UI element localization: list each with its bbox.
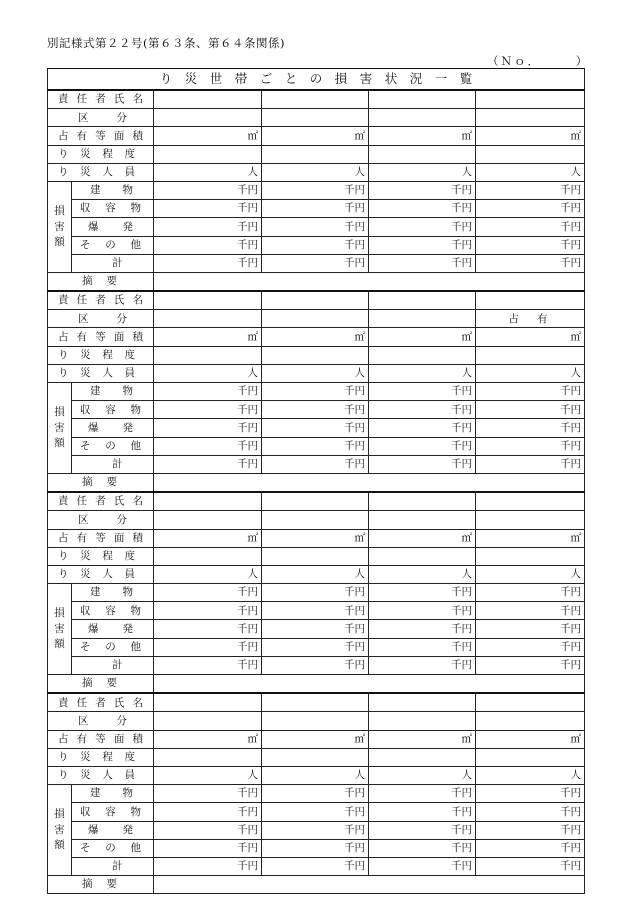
- value-cell: 千円: [369, 584, 476, 602]
- value-cell: [154, 109, 262, 127]
- value-cell: [369, 310, 476, 328]
- value-cell: 千円: [369, 437, 476, 455]
- value-cell: 千円: [476, 620, 585, 638]
- persons-label: り災人員: [48, 163, 154, 181]
- damage-status-table: [47, 68, 585, 894]
- remarks-row: [48, 876, 585, 894]
- division-row: [48, 109, 585, 127]
- damage-other-row: [48, 437, 585, 455]
- value-cell: 千円: [262, 419, 369, 437]
- value-cell: 占有: [476, 310, 585, 328]
- area-label: 占有等面積: [48, 328, 154, 346]
- value-cell: 千円: [476, 584, 585, 602]
- value-cell: [476, 748, 585, 766]
- area-label: 占有等面積: [48, 127, 154, 145]
- damage-explosion-row: [48, 218, 585, 236]
- value-cell: [154, 310, 262, 328]
- value-cell: [154, 90, 262, 109]
- value-cell: [262, 145, 369, 163]
- value-cell: [154, 547, 262, 565]
- value-cell: 人: [476, 163, 585, 181]
- value-cell: ㎡: [476, 328, 585, 346]
- value-cell: 千円: [369, 455, 476, 473]
- table-title-row: [48, 69, 585, 91]
- persons-row: [48, 565, 585, 583]
- damage-building-row: [48, 785, 585, 803]
- value-cell: 千円: [262, 620, 369, 638]
- damage-explosion-row: [48, 620, 585, 638]
- value-cell: [154, 145, 262, 163]
- value-cell: ㎡: [154, 730, 262, 748]
- damage-amount-label: 損 害 額: [48, 383, 72, 474]
- value-cell: [262, 492, 369, 511]
- remarks-label: 摘要: [48, 675, 154, 694]
- value-cell: 千円: [154, 455, 262, 473]
- value-cell: ㎡: [262, 127, 369, 145]
- remarks-label: 摘要: [48, 272, 154, 291]
- table-title: り 災 世 帯 ご と の 損 害 状 況 一 覧: [48, 69, 585, 91]
- degree-row: [48, 145, 585, 163]
- value-cell: 千円: [154, 839, 262, 857]
- value-cell: 千円: [154, 821, 262, 839]
- value-cell: 人: [476, 364, 585, 382]
- remarks-cell: [154, 473, 585, 492]
- value-cell: [262, 90, 369, 109]
- value-cell: 千円: [154, 857, 262, 875]
- damage-amount-label: 損 害 額: [48, 785, 72, 876]
- value-cell: 千円: [369, 602, 476, 620]
- degree-label: り災程度: [48, 547, 154, 565]
- value-cell: 千円: [154, 638, 262, 656]
- damage-total-label: 計: [72, 455, 154, 473]
- value-cell: [369, 346, 476, 364]
- value-cell: 人: [154, 364, 262, 382]
- value-cell: 人: [262, 364, 369, 382]
- value-cell: 千円: [476, 821, 585, 839]
- value-cell: 千円: [476, 236, 585, 254]
- damage-amount-label: 損 害 額: [48, 584, 72, 675]
- value-cell: ㎡: [154, 127, 262, 145]
- value-cell: 人: [369, 163, 476, 181]
- value-cell: [369, 109, 476, 127]
- value-cell: 千円: [154, 419, 262, 437]
- damage-other-label: その他: [72, 638, 154, 656]
- value-cell: 千円: [369, 383, 476, 401]
- value-cell: ㎡: [262, 730, 369, 748]
- damage-other-label: その他: [72, 236, 154, 254]
- persons-label: り災人員: [48, 565, 154, 583]
- degree-row: [48, 547, 585, 565]
- area-row: [48, 127, 585, 145]
- value-cell: [262, 748, 369, 766]
- value-cell: 千円: [476, 437, 585, 455]
- value-cell: 千円: [262, 236, 369, 254]
- value-cell: 千円: [476, 200, 585, 218]
- division-label: 区分: [48, 310, 154, 328]
- value-cell: 千円: [154, 218, 262, 236]
- damage-total-row: [48, 455, 585, 473]
- value-cell: 人: [476, 565, 585, 583]
- value-cell: [262, 346, 369, 364]
- remarks-label: 摘要: [48, 473, 154, 492]
- persons-row: [48, 364, 585, 382]
- value-cell: ㎡: [262, 328, 369, 346]
- value-cell: [262, 109, 369, 127]
- value-cell: 人: [476, 766, 585, 784]
- damage-building-row: [48, 383, 585, 401]
- value-cell: [262, 547, 369, 565]
- value-cell: 千円: [262, 857, 369, 875]
- damage-total-label: 計: [72, 254, 154, 272]
- damage-explosion-row: [48, 419, 585, 437]
- value-cell: [476, 712, 585, 730]
- damage-building-label: 建物: [72, 785, 154, 803]
- damage-contents-label: 収容物: [72, 803, 154, 821]
- value-cell: 人: [154, 163, 262, 181]
- damage-total-row: [48, 857, 585, 875]
- value-cell: 千円: [476, 455, 585, 473]
- value-cell: [154, 346, 262, 364]
- value-cell: [476, 492, 585, 511]
- damage-explosion-label: 爆発: [72, 218, 154, 236]
- division-label: 区分: [48, 712, 154, 730]
- value-cell: 千円: [476, 785, 585, 803]
- damage-other-row: [48, 638, 585, 656]
- degree-label: り災程度: [48, 346, 154, 364]
- owner-row: [48, 291, 585, 310]
- value-cell: 千円: [262, 401, 369, 419]
- remarks-cell: [154, 876, 585, 894]
- value-cell: [369, 90, 476, 109]
- remarks-cell: [154, 272, 585, 291]
- damage-building-row: [48, 584, 585, 602]
- value-cell: 千円: [369, 785, 476, 803]
- division-row: [48, 511, 585, 529]
- value-cell: 人: [369, 364, 476, 382]
- value-cell: ㎡: [476, 127, 585, 145]
- value-cell: 千円: [476, 254, 585, 272]
- value-cell: [369, 712, 476, 730]
- value-cell: [154, 511, 262, 529]
- value-cell: [369, 492, 476, 511]
- value-cell: 千円: [262, 785, 369, 803]
- value-cell: 千円: [369, 218, 476, 236]
- value-cell: [476, 547, 585, 565]
- remarks-cell: [154, 675, 585, 694]
- value-cell: [476, 346, 585, 364]
- damage-total-label: 計: [72, 656, 154, 674]
- value-cell: [369, 547, 476, 565]
- division-row: [48, 310, 585, 328]
- owner-label: 責任者氏名: [48, 492, 154, 511]
- damage-contents-label: 収容物: [72, 401, 154, 419]
- value-cell: 千円: [154, 620, 262, 638]
- damage-total-label: 計: [72, 857, 154, 875]
- damage-contents-label: 収容物: [72, 200, 154, 218]
- value-cell: 千円: [154, 401, 262, 419]
- damage-building-label: 建物: [72, 383, 154, 401]
- value-cell: 千円: [476, 181, 585, 199]
- value-cell: 千円: [476, 839, 585, 857]
- value-cell: [154, 492, 262, 511]
- value-cell: [154, 712, 262, 730]
- value-cell: 千円: [476, 656, 585, 674]
- value-cell: 千円: [154, 803, 262, 821]
- value-cell: [154, 693, 262, 712]
- value-cell: 人: [154, 766, 262, 784]
- value-cell: 千円: [262, 839, 369, 857]
- value-cell: 千円: [154, 383, 262, 401]
- value-cell: 千円: [369, 638, 476, 656]
- value-cell: 人: [262, 766, 369, 784]
- value-cell: 千円: [262, 181, 369, 199]
- owner-label: 責任者氏名: [48, 291, 154, 310]
- value-cell: [154, 291, 262, 310]
- damage-total-row: [48, 656, 585, 674]
- value-cell: 千円: [369, 821, 476, 839]
- value-cell: 千円: [262, 602, 369, 620]
- value-cell: [476, 511, 585, 529]
- value-cell: 千円: [154, 437, 262, 455]
- value-cell: ㎡: [369, 529, 476, 547]
- value-cell: [369, 693, 476, 712]
- value-cell: 千円: [154, 236, 262, 254]
- value-cell: 千円: [369, 254, 476, 272]
- persons-row: [48, 766, 585, 784]
- value-cell: 人: [262, 163, 369, 181]
- remarks-row: [48, 272, 585, 291]
- value-cell: 千円: [476, 218, 585, 236]
- damage-other-row: [48, 236, 585, 254]
- value-cell: [369, 748, 476, 766]
- value-cell: [262, 511, 369, 529]
- area-label: 占有等面積: [48, 529, 154, 547]
- damage-building-row: [48, 181, 585, 199]
- persons-label: り災人員: [48, 364, 154, 382]
- owner-row: [48, 492, 585, 511]
- value-cell: 人: [262, 565, 369, 583]
- division-label: 区分: [48, 109, 154, 127]
- value-cell: 千円: [154, 602, 262, 620]
- value-cell: 人: [369, 565, 476, 583]
- area-label: 占有等面積: [48, 730, 154, 748]
- value-cell: ㎡: [476, 529, 585, 547]
- remarks-row: [48, 675, 585, 694]
- value-cell: [262, 291, 369, 310]
- value-cell: ㎡: [154, 328, 262, 346]
- value-cell: 千円: [369, 839, 476, 857]
- persons-label: り災人員: [48, 766, 154, 784]
- value-cell: 千円: [476, 602, 585, 620]
- value-cell: 千円: [154, 254, 262, 272]
- value-cell: 千円: [262, 200, 369, 218]
- value-cell: [369, 145, 476, 163]
- value-cell: 千円: [262, 638, 369, 656]
- value-cell: 千円: [154, 656, 262, 674]
- value-cell: 千円: [369, 236, 476, 254]
- persons-row: [48, 163, 585, 181]
- value-cell: 千円: [369, 401, 476, 419]
- damage-building-label: 建物: [72, 181, 154, 199]
- value-cell: 千円: [369, 620, 476, 638]
- degree-row: [48, 748, 585, 766]
- damage-contents-row: [48, 602, 585, 620]
- document-number: （Ｎｏ． ）: [487, 54, 590, 68]
- owner-label: 責任者氏名: [48, 90, 154, 109]
- value-cell: [262, 310, 369, 328]
- damage-explosion-label: 爆発: [72, 821, 154, 839]
- degree-label: り災程度: [48, 748, 154, 766]
- form-label: 別記様式第２２号(第６３条、第６４条関係): [47, 36, 285, 50]
- value-cell: 人: [154, 565, 262, 583]
- value-cell: 千円: [476, 401, 585, 419]
- value-cell: [154, 748, 262, 766]
- value-cell: 人: [369, 766, 476, 784]
- damage-explosion-label: 爆発: [72, 620, 154, 638]
- damage-explosion-row: [48, 821, 585, 839]
- damage-other-row: [48, 839, 585, 857]
- value-cell: 千円: [369, 857, 476, 875]
- value-cell: 千円: [369, 656, 476, 674]
- value-cell: 千円: [476, 803, 585, 821]
- damage-contents-label: 収容物: [72, 602, 154, 620]
- value-cell: 千円: [154, 200, 262, 218]
- division-row: [48, 712, 585, 730]
- damage-building-label: 建物: [72, 584, 154, 602]
- owner-label: 責任者氏名: [48, 693, 154, 712]
- value-cell: 千円: [476, 638, 585, 656]
- value-cell: 千円: [262, 218, 369, 236]
- degree-row: [48, 346, 585, 364]
- damage-total-row: [48, 254, 585, 272]
- value-cell: 千円: [262, 437, 369, 455]
- value-cell: [262, 693, 369, 712]
- value-cell: 千円: [262, 254, 369, 272]
- owner-row: [48, 90, 585, 109]
- value-cell: 千円: [369, 181, 476, 199]
- remarks-row: [48, 473, 585, 492]
- value-cell: 千円: [369, 419, 476, 437]
- value-cell: ㎡: [369, 730, 476, 748]
- value-cell: ㎡: [476, 730, 585, 748]
- value-cell: 千円: [262, 584, 369, 602]
- value-cell: 千円: [262, 803, 369, 821]
- value-cell: 千円: [476, 383, 585, 401]
- value-cell: 千円: [369, 200, 476, 218]
- value-cell: [476, 693, 585, 712]
- value-cell: 千円: [154, 181, 262, 199]
- value-cell: ㎡: [262, 529, 369, 547]
- value-cell: 千円: [369, 803, 476, 821]
- value-cell: [476, 109, 585, 127]
- value-cell: [369, 511, 476, 529]
- value-cell: 千円: [154, 785, 262, 803]
- value-cell: [369, 291, 476, 310]
- value-cell: 千円: [262, 383, 369, 401]
- value-cell: ㎡: [369, 328, 476, 346]
- damage-contents-row: [48, 803, 585, 821]
- value-cell: [476, 145, 585, 163]
- value-cell: ㎡: [369, 127, 476, 145]
- value-cell: 千円: [262, 656, 369, 674]
- value-cell: [262, 712, 369, 730]
- damage-contents-row: [48, 401, 585, 419]
- area-row: [48, 730, 585, 748]
- damage-other-label: その他: [72, 437, 154, 455]
- remarks-label: 摘要: [48, 876, 154, 894]
- value-cell: 千円: [262, 455, 369, 473]
- value-cell: 千円: [476, 419, 585, 437]
- damage-other-label: その他: [72, 839, 154, 857]
- degree-label: り災程度: [48, 145, 154, 163]
- owner-row: [48, 693, 585, 712]
- area-row: [48, 529, 585, 547]
- value-cell: ㎡: [154, 529, 262, 547]
- value-cell: [476, 291, 585, 310]
- value-cell: 千円: [476, 857, 585, 875]
- value-cell: 千円: [262, 821, 369, 839]
- area-row: [48, 328, 585, 346]
- division-label: 区分: [48, 511, 154, 529]
- damage-amount-label: 損 害 額: [48, 181, 72, 272]
- value-cell: 千円: [154, 584, 262, 602]
- value-cell: [476, 90, 585, 109]
- damage-explosion-label: 爆発: [72, 419, 154, 437]
- damage-contents-row: [48, 200, 585, 218]
